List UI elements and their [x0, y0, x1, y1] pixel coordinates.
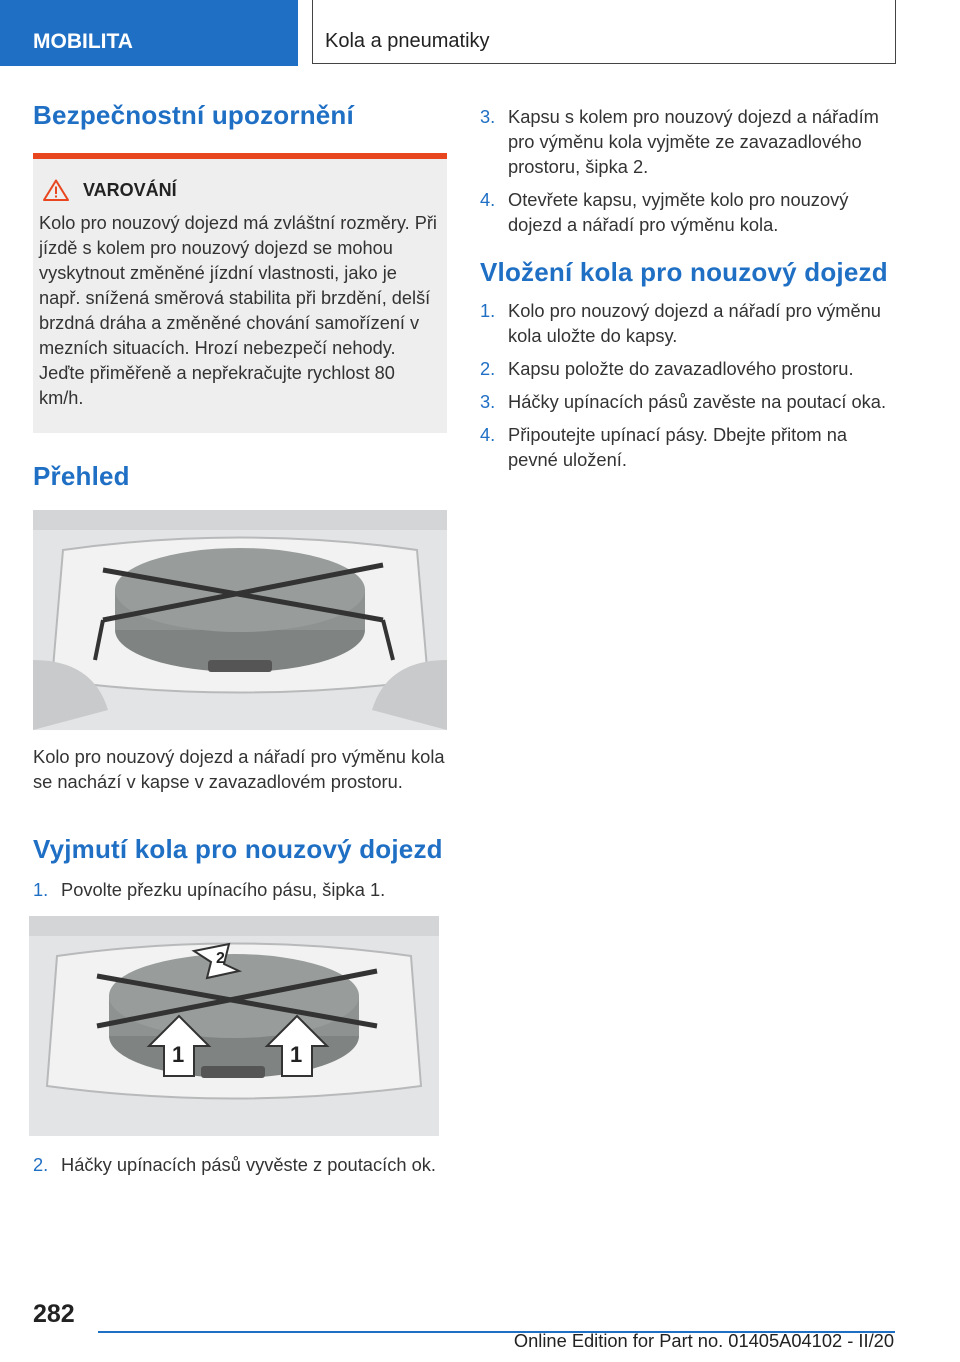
list-item — [480, 356, 900, 381]
insert-steps — [480, 298, 900, 472]
list-item — [33, 877, 447, 902]
step-number: 4. — [480, 189, 496, 210]
remove-steps-a — [33, 877, 447, 902]
step-text: Kolo pro nouzový dojezd a nářadí pro výměnu kola uložte do kapsy. — [508, 300, 881, 346]
list-item — [480, 104, 900, 179]
step-number: 1. — [33, 879, 49, 900]
step-number: 2. — [33, 1154, 49, 1175]
list-item — [33, 1152, 447, 1177]
warning-title — [39, 179, 441, 201]
warning-body: Kolo pro nouzový dojezd má zvláštní rozměry. Při jízdě s kolem pro nouzový dojezd se mohou vyskytnout změněné jízdní vlastnosti, jako je např. snížená směrová stabilita při brzdění, delší brzdná dráha a změněné chování samořízení v mezních situacích. Hrozí nebezpečí nehody. Jeďte přiměřeně a nepřekračujte rychlost 80 km/h. — [39, 213, 437, 408]
trunk-illustration — [33, 510, 447, 730]
page-number: 282 — [33, 1300, 75, 1328]
step-text: Povolte přezku upínacího pásu, šipka 1. — [61, 879, 386, 900]
step-text: Háčky upínacích pásů vyvěste z poutacích ok. — [61, 1154, 436, 1175]
warning-title-text: VAROVÁNÍ — [83, 179, 177, 200]
remove-heading: Vyjmutí kola pro nouzový dojezd — [33, 834, 443, 864]
trunk-overview-image — [33, 510, 447, 730]
step-text: Otevřete kapsu, vyjměte kolo pro nouzový dojezd a nářadí pro výměnu kola. — [508, 189, 849, 235]
step-text: Kapsu s kolem pro nouzový dojezd a nářadím pro výměnu kola vyjměte ze zavazadlového prostoru, šipka 2. — [508, 106, 879, 177]
page-header — [0, 0, 960, 66]
left-column — [33, 100, 447, 1185]
list-item — [480, 422, 900, 472]
right-column — [480, 100, 900, 480]
arrow-label-2: 2 — [216, 950, 225, 967]
safety-heading: Bezpečnostní upozornění — [33, 100, 354, 130]
remove-steps-c — [480, 104, 900, 237]
step-number: 2. — [480, 358, 496, 379]
list-item — [480, 187, 900, 237]
chapter-label: Kola a pneumatiky — [312, 0, 896, 64]
overview-heading: Přehled — [33, 461, 130, 491]
step-number: 1. — [480, 300, 496, 321]
trunk-removal-illustration — [29, 916, 439, 1136]
overview-caption: Kolo pro nouzový dojezd a nářadí pro výměnu kola se nachází v kapse v zavazadlovém prostoru. — [33, 746, 445, 792]
step-text: Háčky upínacích pásů zavěste na poutací oka. — [508, 391, 887, 412]
step-text: Kapsu položte do zavazadlového prostoru. — [508, 358, 854, 379]
step-text: Připoutejte upínací pásy. Dbejte přitom na pevné uložení. — [508, 424, 848, 470]
step-number: 3. — [480, 106, 496, 127]
insert-heading: Vložení kola pro nouzový dojezd — [480, 257, 888, 287]
arrow-label-1b: 1 — [290, 1042, 303, 1067]
trunk-removal-image — [29, 916, 439, 1136]
warning-box — [33, 153, 447, 433]
list-item — [480, 298, 900, 348]
arrow-label-1: 1 — [172, 1042, 185, 1067]
remove-steps-b — [33, 1152, 447, 1177]
edition-text: Online Edition for Part no. 01405A04102 - II/20 — [513, 1330, 894, 1351]
section-label: MOBILITA — [0, 0, 298, 66]
warning-triangle-icon — [43, 179, 69, 201]
step-number: 4. — [480, 424, 496, 445]
list-item — [480, 389, 900, 414]
step-number: 3. — [480, 391, 496, 412]
